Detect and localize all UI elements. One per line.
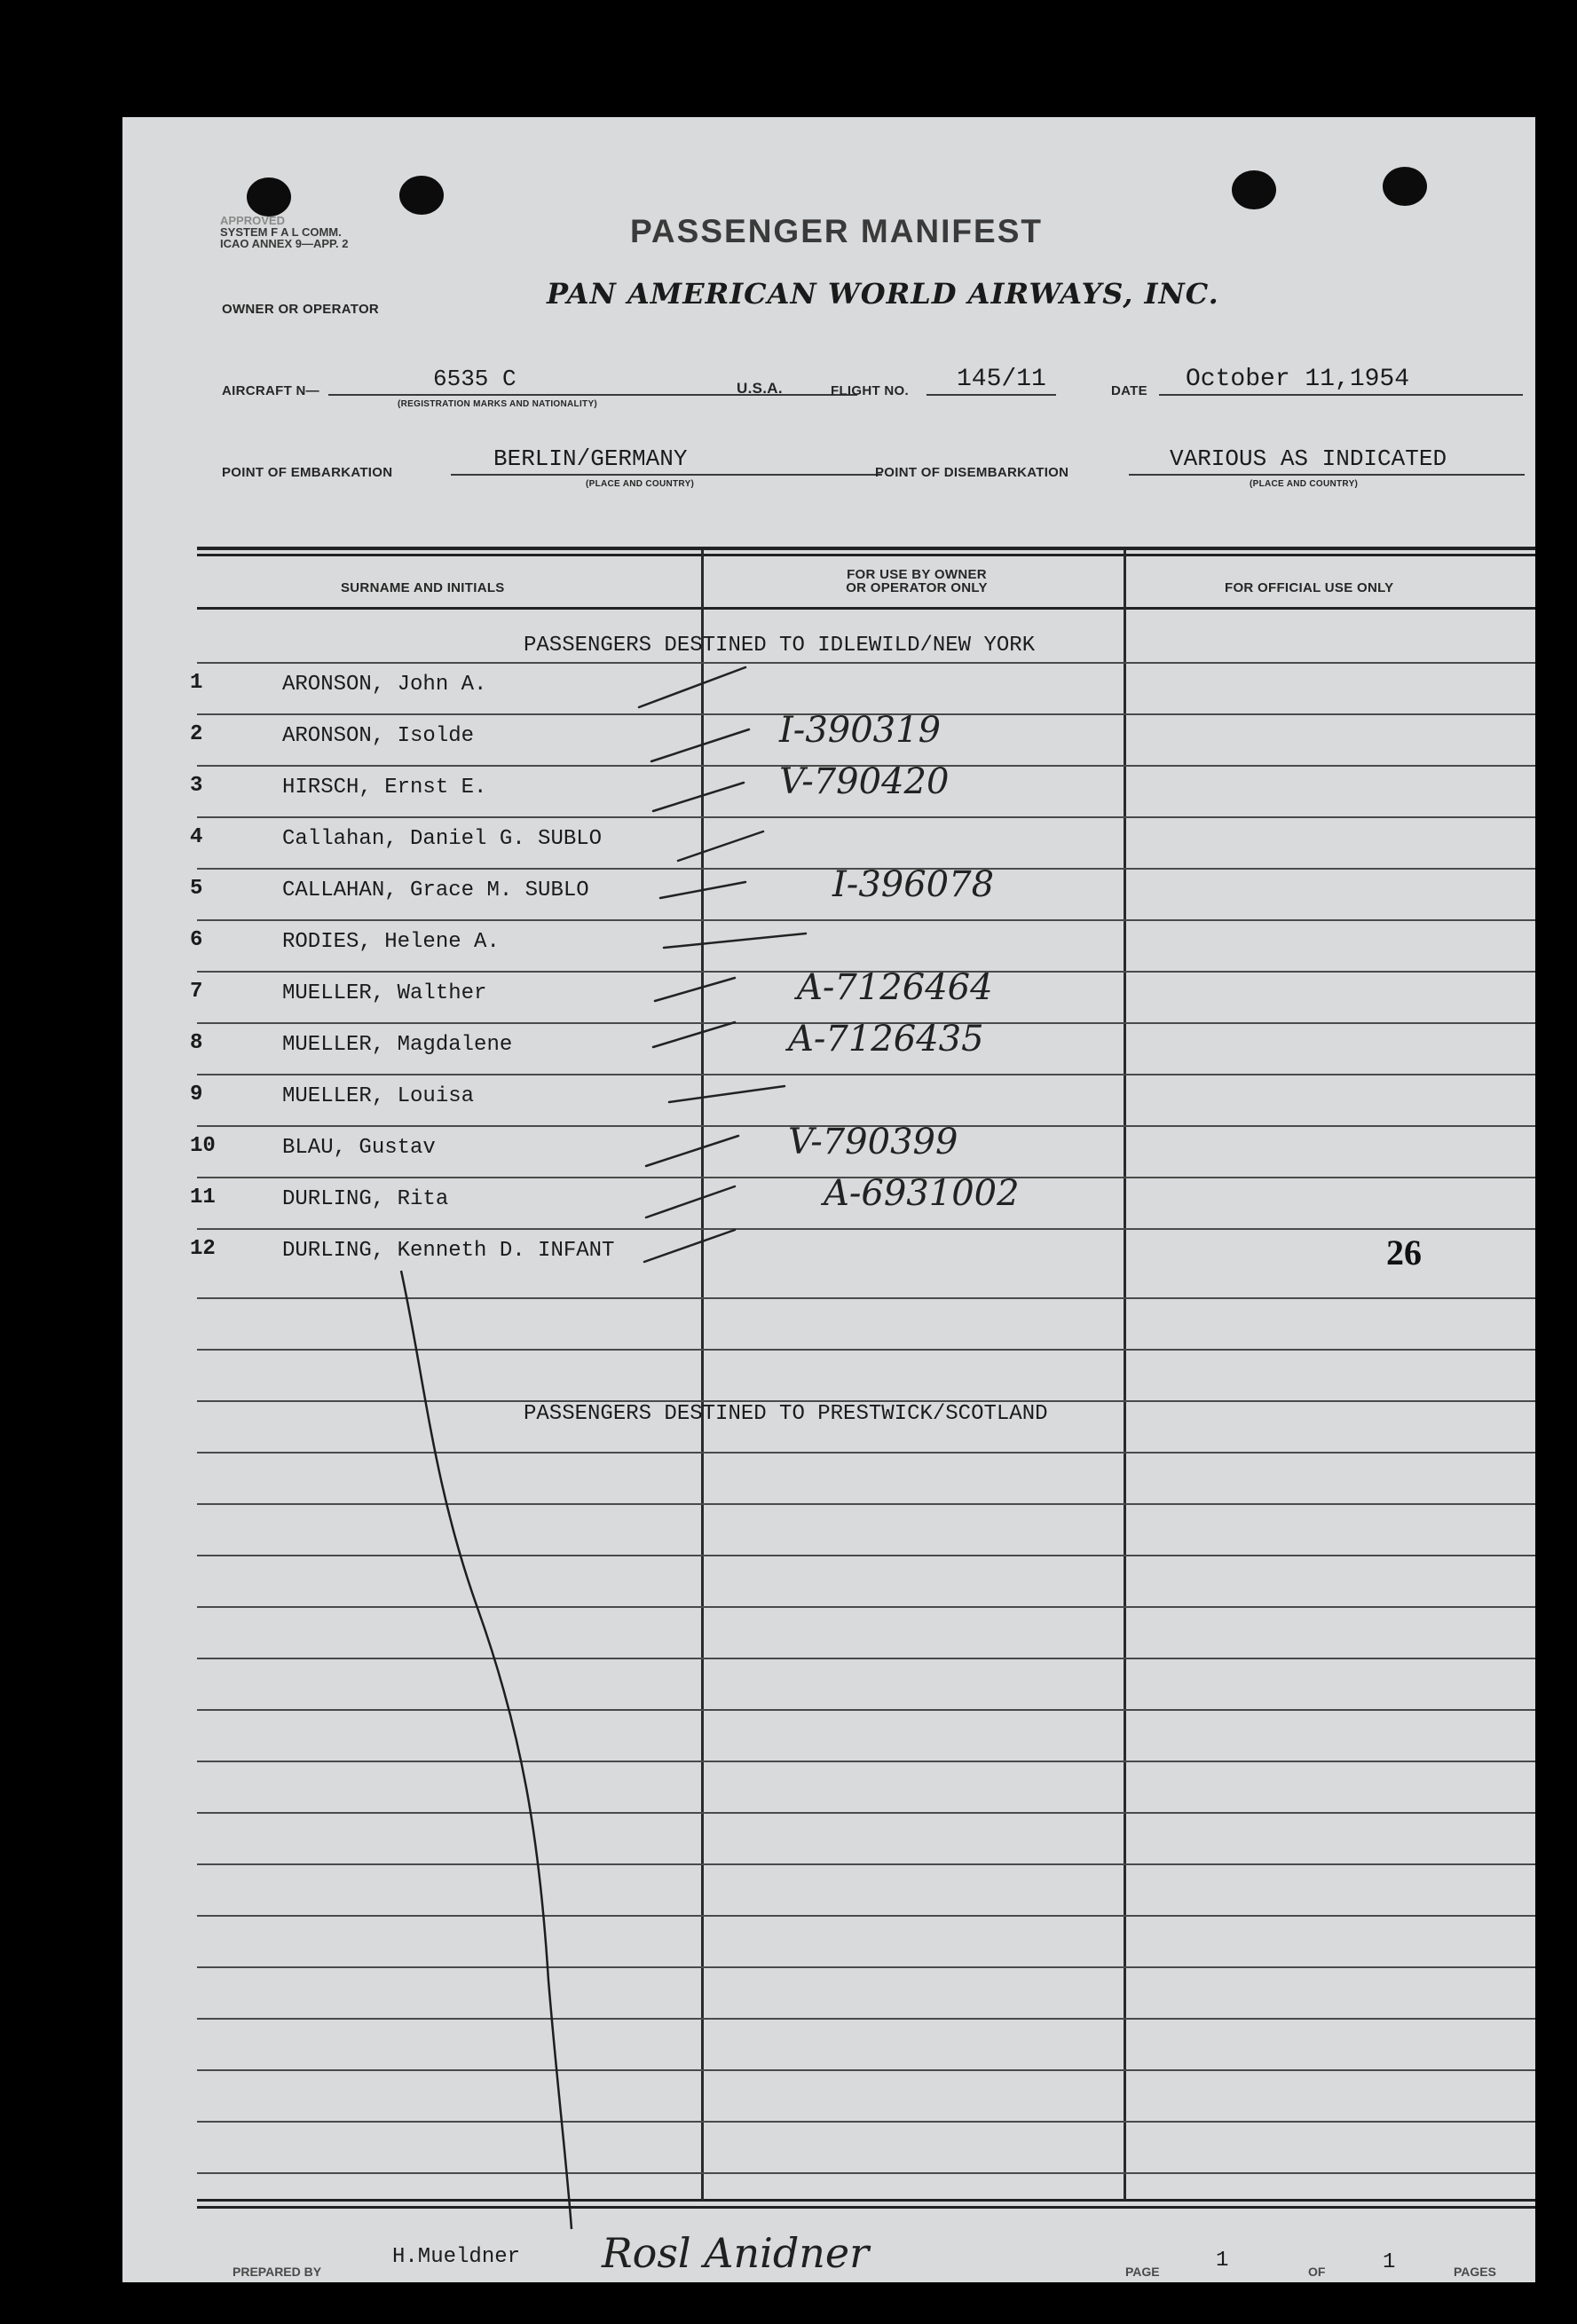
ruled-line xyxy=(197,919,1535,921)
ruled-line xyxy=(197,2069,1535,2071)
punch-hole xyxy=(399,176,444,215)
row-number: 9 xyxy=(190,1083,203,1107)
table-top-rule-2 xyxy=(197,554,1535,556)
punch-hole xyxy=(1232,170,1276,209)
ruled-line xyxy=(197,1555,1535,1556)
row-number: 4 xyxy=(190,825,203,849)
punch-hole xyxy=(1383,167,1427,206)
ruled-line xyxy=(197,1228,1535,1230)
section-header-scotland: PASSENGERS DESTINED TO PRESTWICK/SCOTLAND xyxy=(524,1402,1048,1426)
column-header-owner-line1: FOR USE BY OWNER xyxy=(847,567,987,582)
column-header-official: FOR OFFICIAL USE ONLY xyxy=(1225,580,1394,595)
passenger-code: I-396078 xyxy=(832,864,995,905)
table-bottom-rule xyxy=(197,2199,1535,2202)
passenger-name: Callahan, Daniel G. SUBLO xyxy=(282,827,603,851)
passenger-name: ARONSON, Isolde xyxy=(282,724,475,748)
flight-underline xyxy=(926,394,1056,396)
page-value: 1 xyxy=(1216,2249,1229,2273)
total-count: 26 xyxy=(1386,1233,1422,1272)
passenger-name: RODIES, Helene A. xyxy=(282,930,500,954)
row-number: 5 xyxy=(190,877,203,901)
page-label: PAGE xyxy=(1125,2265,1160,2279)
table-bottom-rule-2 xyxy=(197,2206,1535,2209)
usa-label: U.S.A. xyxy=(737,380,783,397)
flight-number-label: FLIGHT NO. xyxy=(831,383,909,398)
prepared-by-value: H.Mueldner xyxy=(392,2245,521,2269)
registration-caption: (REGISTRATION MARKS AND NATIONALITY) xyxy=(398,399,598,409)
ruled-line xyxy=(197,1503,1535,1505)
embarkation-underline xyxy=(451,474,882,476)
date-label: DATE xyxy=(1111,383,1147,398)
ruled-line xyxy=(197,2121,1535,2123)
approval-line-1: APPROVED xyxy=(220,214,285,227)
embarkation-value: BERLIN/GERMANY xyxy=(493,445,688,472)
disembarkation-value: VARIOUS AS INDICATED xyxy=(1170,445,1447,472)
passenger-name: DURLING, Rita xyxy=(282,1187,449,1211)
prepared-by-label: PREPARED BY xyxy=(233,2265,322,2279)
pages-label: PAGES xyxy=(1454,2265,1496,2279)
ruled-line xyxy=(197,1709,1535,1711)
passenger-code: A-7126464 xyxy=(797,967,993,1008)
row-number: 2 xyxy=(190,722,203,746)
ruled-line xyxy=(197,2018,1535,2020)
row-number: 3 xyxy=(190,774,203,798)
column-header-owner xyxy=(824,568,1010,595)
column-divider-1 xyxy=(701,550,704,2201)
aircraft-value: 6535 C xyxy=(433,366,516,392)
passenger-code: I-390319 xyxy=(779,710,942,751)
section-header-new-york: PASSENGERS DESTINED TO IDLEWILD/NEW YORK xyxy=(524,634,1036,658)
aircraft-label: AIRCRAFT N— xyxy=(222,383,319,398)
ruled-line xyxy=(197,1761,1535,1762)
ruled-line xyxy=(197,662,1535,664)
ruled-line xyxy=(197,1297,1535,1299)
row-number: 12 xyxy=(190,1237,216,1261)
date-value: October 11,1954 xyxy=(1186,366,1410,393)
flight-number-value: 145/11 xyxy=(957,366,1046,393)
ruled-line xyxy=(197,2172,1535,2174)
passenger-name: MUELLER, Magdalene xyxy=(282,1033,513,1057)
table-top-rule xyxy=(197,547,1535,550)
passenger-name: DURLING, Kenneth D. INFANT xyxy=(282,1239,615,1263)
approval-stamp xyxy=(220,215,349,249)
approval-line-3: ICAO ANNEX 9—APP. 2 xyxy=(220,237,349,250)
passenger-code: A-6931002 xyxy=(824,1173,1020,1214)
ruled-line xyxy=(197,1452,1535,1453)
passenger-name: MUELLER, Louisa xyxy=(282,1084,475,1108)
company-name: PAN AMERICAN WORLD AIRWAYS, INC. xyxy=(547,277,1219,311)
column-header-surname: SURNAME AND INITIALS xyxy=(341,580,505,595)
ruled-line xyxy=(197,816,1535,818)
signature: Rosl Anidner xyxy=(602,2229,870,2277)
row-number: 6 xyxy=(190,928,203,952)
of-label: OF xyxy=(1308,2265,1326,2279)
ruled-line xyxy=(197,1074,1535,1075)
passenger-name: BLAU, Gustav xyxy=(282,1136,436,1160)
ruled-line xyxy=(197,1812,1535,1814)
page-title: PASSENGER MANIFEST xyxy=(630,213,1043,249)
row-number: 7 xyxy=(190,980,203,1004)
passenger-name: CALLAHAN, Grace M. SUBLO xyxy=(282,878,589,902)
embarkation-label: POINT OF EMBARKATION xyxy=(222,465,393,480)
row-number: 1 xyxy=(190,671,203,695)
row-number: 11 xyxy=(190,1186,216,1209)
of-value: 1 xyxy=(1383,2250,1396,2274)
date-underline xyxy=(1159,394,1523,396)
row-number: 8 xyxy=(190,1031,203,1055)
disembarkation-underline xyxy=(1129,474,1525,476)
ruled-line xyxy=(197,1349,1535,1351)
ruled-line xyxy=(197,1863,1535,1865)
ruled-line xyxy=(197,1658,1535,1659)
ruled-line xyxy=(197,1915,1535,1917)
punch-hole xyxy=(247,177,291,217)
passenger-code: A-7126435 xyxy=(788,1019,984,1060)
passenger-code: V-790399 xyxy=(788,1122,958,1162)
ruled-line xyxy=(197,1606,1535,1608)
embarkation-caption: (PLACE AND COUNTRY) xyxy=(586,479,695,489)
ruled-line xyxy=(197,1966,1535,1968)
column-divider-2 xyxy=(1124,550,1126,2201)
manifest-sheet xyxy=(122,117,1535,2282)
column-header-owner-line2: OR OPERATOR ONLY xyxy=(846,580,988,595)
approval-line-2: SYSTEM F A L COMM. xyxy=(220,225,342,239)
passenger-name: ARONSON, John A. xyxy=(282,673,487,697)
passenger-name: HIRSCH, Ernst E. xyxy=(282,776,487,800)
owner-label: OWNER OR OPERATOR xyxy=(222,302,380,317)
row-number: 10 xyxy=(190,1134,216,1158)
passenger-name: MUELLER, Walther xyxy=(282,981,487,1005)
disembarkation-label: POINT OF DISEMBARKATION xyxy=(875,465,1069,480)
passenger-code: V-790420 xyxy=(779,761,950,802)
header-bottom-rule xyxy=(197,607,1535,610)
disembarkation-caption: (PLACE AND COUNTRY) xyxy=(1250,479,1359,489)
